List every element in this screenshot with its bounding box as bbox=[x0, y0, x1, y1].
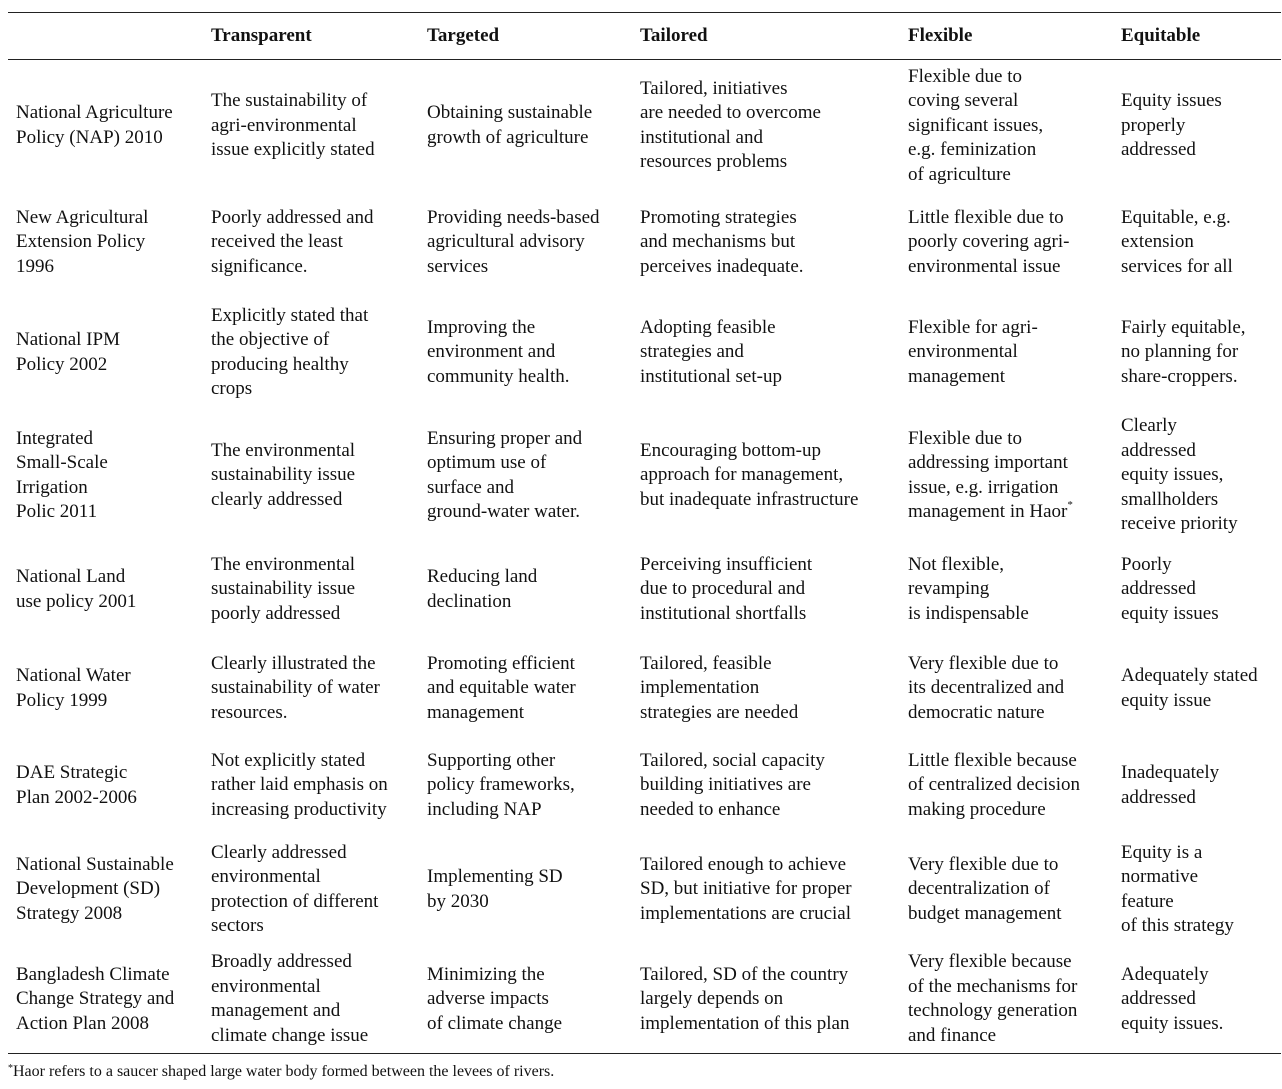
cell-line: the objective of bbox=[211, 329, 330, 350]
cell-line: Flexible due to bbox=[908, 427, 1022, 449]
cell-line: strategies and bbox=[640, 341, 744, 363]
cell-transparent bbox=[205, 60, 423, 192]
cell-line: of agriculture bbox=[908, 163, 1011, 185]
cell-flexible bbox=[902, 294, 1115, 412]
cell-line: sustainability of water bbox=[211, 677, 380, 699]
cell-line: Small-Scale bbox=[16, 452, 108, 473]
cell-line: Not flexible, bbox=[908, 553, 1005, 575]
table-header bbox=[8, 13, 1281, 60]
cell-line: issue, e.g. irrigation bbox=[908, 476, 1059, 498]
cell-line: significance. bbox=[211, 255, 308, 277]
header-row bbox=[8, 13, 1281, 60]
cell-line: Explicitly stated that bbox=[211, 304, 369, 326]
cell-line: Implementing SD bbox=[427, 866, 563, 887]
cell-line: National IPM bbox=[16, 329, 120, 350]
cell-tailored bbox=[636, 192, 902, 294]
cell-line: National Agriculture bbox=[16, 102, 173, 124]
cell-line: implementations are crucial bbox=[640, 902, 852, 924]
cell-line: climate change issue bbox=[211, 1024, 369, 1046]
cell-line: The sustainability of bbox=[211, 90, 368, 111]
cell-tailored bbox=[636, 294, 902, 412]
cell-policy bbox=[8, 640, 205, 738]
cell-line: sustainability issue bbox=[211, 464, 356, 486]
cell-line: addressed bbox=[1121, 786, 1196, 808]
cell-line: Clearly addressed bbox=[211, 841, 347, 863]
cell-line: are needed to overcome bbox=[640, 102, 821, 124]
cell-line: National Sustainable bbox=[16, 853, 174, 875]
footnote-marker: * bbox=[8, 1063, 13, 1074]
cell-flexible bbox=[902, 738, 1115, 834]
cell-line: Adopting feasible bbox=[640, 316, 776, 338]
cell-line: increasing productivity bbox=[211, 798, 387, 820]
cell-tailored bbox=[636, 640, 902, 738]
cell-line: addressed bbox=[1121, 139, 1196, 160]
cell-line: technology generation bbox=[908, 1000, 1078, 1022]
cell-line: Reducing land bbox=[427, 566, 538, 587]
cell-line: coving several bbox=[908, 90, 1019, 111]
cell-flexible bbox=[902, 192, 1115, 294]
cell-line: Integrated bbox=[16, 427, 94, 449]
cell-line: received the least bbox=[211, 231, 343, 253]
cell-line: Providing needs-based bbox=[427, 206, 600, 228]
cell-line: The environmental bbox=[211, 553, 356, 575]
table-body bbox=[8, 60, 1281, 1054]
cell-line: resources problems bbox=[640, 151, 788, 173]
cell-line: SD, but initiative for proper bbox=[640, 878, 852, 900]
cell-line: Action Plan 2008 bbox=[16, 1012, 149, 1034]
cell-targeted bbox=[423, 946, 636, 1054]
cell-line: needed to enhance bbox=[640, 798, 781, 820]
cell-policy bbox=[8, 294, 205, 412]
cell-line: Strategy 2008 bbox=[16, 902, 123, 924]
cell-line: implementation of this plan bbox=[640, 1012, 850, 1034]
table-row bbox=[8, 738, 1281, 834]
cell-line: significant issues, bbox=[908, 114, 1044, 136]
cell-line: largely depends on bbox=[640, 988, 784, 1009]
cell-line: institutional set-up bbox=[640, 365, 782, 387]
cell-line: Very flexible due to bbox=[908, 652, 1059, 674]
cell-line: Ensuring proper and bbox=[427, 427, 583, 449]
cell-targeted bbox=[423, 412, 636, 540]
cell-flexible bbox=[902, 946, 1115, 1054]
cell-line: perceives inadequate. bbox=[640, 255, 804, 277]
cell-line: Tailored, social capacity bbox=[640, 749, 825, 771]
cell-line: by 2030 bbox=[427, 890, 489, 912]
cell-line: sustainability issue bbox=[211, 578, 356, 600]
cell-line: equity issues bbox=[1121, 602, 1219, 624]
cell-equitable bbox=[1115, 294, 1281, 412]
header-flexible: Flexible bbox=[902, 13, 1115, 60]
cell-line: its decentralized and bbox=[908, 677, 1065, 699]
cell-line: Tailored enough to achieve bbox=[640, 853, 847, 875]
cell-line: of centralized decision bbox=[908, 774, 1080, 796]
cell-line: Equity is a bbox=[1121, 841, 1203, 863]
cell-line: Tailored, feasible bbox=[640, 652, 772, 674]
cell-line: normative bbox=[1121, 866, 1199, 887]
cell-line: no planning for bbox=[1121, 341, 1239, 363]
cell-line: management and bbox=[211, 1000, 341, 1022]
cell-policy bbox=[8, 834, 205, 946]
cell-line: institutional and bbox=[640, 126, 763, 148]
cell-equitable bbox=[1115, 834, 1281, 946]
cell-line: e.g. feminization bbox=[908, 139, 1037, 160]
cell-line: environmental bbox=[211, 866, 321, 887]
cell-line: National Land bbox=[16, 566, 126, 587]
cell-line: Tailored, initiatives bbox=[640, 77, 788, 99]
cell-line: Perceiving insufficient bbox=[640, 553, 813, 575]
table-row bbox=[8, 946, 1281, 1054]
cell-flexible bbox=[902, 60, 1115, 192]
cell-transparent bbox=[205, 412, 423, 540]
cell-policy bbox=[8, 540, 205, 640]
cell-line: addressing important bbox=[908, 452, 1068, 473]
cell-targeted bbox=[423, 294, 636, 412]
cell-line: use policy 2001 bbox=[16, 590, 137, 612]
cell-line: clearly addressed bbox=[211, 488, 343, 510]
cell-line: Policy 1999 bbox=[16, 689, 108, 711]
cell-line: due to procedural and bbox=[640, 578, 806, 600]
cell-policy bbox=[8, 60, 205, 192]
cell-line: DAE Strategic bbox=[16, 762, 128, 783]
cell-targeted bbox=[423, 540, 636, 640]
cell-line: declination bbox=[427, 590, 512, 612]
cell-transparent bbox=[205, 946, 423, 1054]
cell-line: extension bbox=[1121, 231, 1194, 253]
table-row bbox=[8, 540, 1281, 640]
cell-equitable bbox=[1115, 412, 1281, 540]
cell-transparent bbox=[205, 540, 423, 640]
cell-line: management in Haor* bbox=[908, 499, 1073, 522]
cell-transparent bbox=[205, 192, 423, 294]
cell-line: revamping bbox=[908, 578, 990, 600]
cell-line: but inadequate infrastructure bbox=[640, 488, 859, 510]
cell-line: properly bbox=[1121, 114, 1186, 136]
cell-line: decentralization of bbox=[908, 878, 1050, 900]
cell-line: Tailored, SD of the country bbox=[640, 963, 849, 985]
cell-line: share-croppers. bbox=[1121, 365, 1238, 387]
cell-flexible bbox=[902, 540, 1115, 640]
cell-transparent bbox=[205, 294, 423, 412]
table-row bbox=[8, 640, 1281, 738]
cell-line: Extension Policy bbox=[16, 231, 146, 253]
cell-line: is indispensable bbox=[908, 602, 1029, 624]
cell-line: issue explicitly stated bbox=[211, 139, 375, 160]
cell-line: Improving the bbox=[427, 316, 536, 338]
cell-line: rather laid emphasis on bbox=[211, 774, 388, 796]
cell-line: management bbox=[908, 365, 1006, 387]
cell-line: Very flexible due to bbox=[908, 853, 1059, 875]
cell-line: agri-environmental bbox=[211, 114, 357, 136]
cell-line: Promoting efficient bbox=[427, 652, 575, 674]
cell-line: poorly addressed bbox=[211, 602, 341, 624]
cell-line: making procedure bbox=[908, 798, 1046, 820]
footnote-text: Haor refers to a saucer shaped large water body formed between the levees of rivers. bbox=[13, 1063, 555, 1080]
cell-line: environmental issue bbox=[908, 255, 1061, 277]
cell-line: Clearly bbox=[1121, 415, 1177, 437]
cell-line: democratic nature bbox=[908, 701, 1045, 723]
cell-line: and finance bbox=[908, 1024, 997, 1046]
cell-line: Development (SD) bbox=[16, 878, 161, 900]
cell-line: receive priority bbox=[1121, 513, 1238, 535]
cell-line: management bbox=[427, 701, 525, 723]
cell-line: adverse impacts bbox=[427, 988, 549, 1009]
cell-line: Obtaining sustainable bbox=[427, 102, 593, 124]
cell-line: environmental bbox=[211, 975, 321, 997]
cell-line: surface and bbox=[427, 476, 515, 498]
cell-line: community health. bbox=[427, 365, 570, 387]
cell-line: of the mechanisms for bbox=[908, 975, 1078, 997]
cell-transparent bbox=[205, 738, 423, 834]
cell-line: Polic 2011 bbox=[16, 501, 98, 522]
cell-flexible bbox=[902, 834, 1115, 946]
cell-line: feature bbox=[1121, 890, 1174, 912]
cell-tailored bbox=[636, 738, 902, 834]
cell-tailored bbox=[636, 540, 902, 640]
cell-transparent bbox=[205, 834, 423, 946]
cell-line: ground-water water. bbox=[427, 501, 580, 522]
cell-line: services bbox=[427, 255, 489, 277]
header-targeted: Targeted bbox=[423, 13, 636, 60]
cell-policy bbox=[8, 192, 205, 294]
cell-line: Irrigation bbox=[16, 476, 88, 498]
cell-line: New Agricultural bbox=[16, 206, 149, 228]
cell-policy bbox=[8, 412, 205, 540]
cell-tailored bbox=[636, 946, 902, 1054]
cell-line: services for all bbox=[1121, 255, 1233, 277]
cell-line: Change Strategy and bbox=[16, 988, 175, 1009]
cell-equitable bbox=[1115, 738, 1281, 834]
cell-line: crops bbox=[211, 378, 253, 399]
cell-line: equity issues, bbox=[1121, 464, 1224, 486]
cell-line: growth of agriculture bbox=[427, 126, 589, 148]
cell-flexible bbox=[902, 412, 1115, 540]
table-row bbox=[8, 294, 1281, 412]
cell-line: and mechanisms but bbox=[640, 231, 796, 253]
cell-tailored bbox=[636, 834, 902, 946]
cell-line: Very flexible because bbox=[908, 951, 1072, 973]
cell-line: protection of different bbox=[211, 890, 379, 912]
cell-line: environment and bbox=[427, 341, 556, 363]
cell-line: optimum use of bbox=[427, 452, 547, 473]
cell-line: addressed bbox=[1121, 988, 1196, 1009]
footnote-marker: * bbox=[1067, 499, 1073, 511]
cell-line: Clearly illustrated the bbox=[211, 652, 376, 674]
cell-line: resources. bbox=[211, 701, 288, 723]
cell-line: Fairly equitable, bbox=[1121, 316, 1246, 338]
cell-flexible bbox=[902, 640, 1115, 738]
cell-line: implementation bbox=[640, 677, 760, 699]
cell-line: building initiatives are bbox=[640, 774, 811, 796]
cell-tailored bbox=[636, 412, 902, 540]
cell-line: of this strategy bbox=[1121, 915, 1234, 936]
cell-line: Policy (NAP) 2010 bbox=[16, 126, 163, 148]
cell-tailored bbox=[636, 60, 902, 192]
cell-line: 1996 bbox=[16, 255, 54, 277]
cell-policy bbox=[8, 738, 205, 834]
cell-transparent bbox=[205, 640, 423, 738]
cell-line: institutional shortfalls bbox=[640, 602, 807, 624]
cell-line: Not explicitly stated bbox=[211, 749, 366, 771]
cell-line: Plan 2002-2006 bbox=[16, 786, 137, 808]
cell-line: sectors bbox=[211, 915, 264, 936]
cell-line: Promoting strategies bbox=[640, 206, 797, 228]
header-equitable: Equitable bbox=[1115, 13, 1281, 60]
cell-line: policy frameworks, bbox=[427, 774, 575, 796]
cell-line: equity issues. bbox=[1121, 1012, 1224, 1034]
cell-line: Minimizing the bbox=[427, 963, 545, 985]
cell-line: and equitable water bbox=[427, 677, 576, 699]
footnote bbox=[8, 1063, 554, 1081]
cell-line: Adequately stated bbox=[1121, 665, 1258, 686]
cell-line: addressed bbox=[1121, 578, 1196, 600]
cell-line: Broadly addressed bbox=[211, 951, 352, 973]
cell-line: including NAP bbox=[427, 798, 542, 820]
cell-line: Policy 2002 bbox=[16, 353, 108, 375]
cell-line: Supporting other bbox=[427, 749, 556, 771]
cell-line: Equity issues bbox=[1121, 90, 1222, 111]
cell-equitable bbox=[1115, 192, 1281, 294]
cell-line: producing healthy bbox=[211, 353, 349, 375]
cell-line: environmental bbox=[908, 341, 1018, 363]
cell-equitable bbox=[1115, 946, 1281, 1054]
cell-targeted bbox=[423, 834, 636, 946]
cell-line: Little flexible because bbox=[908, 749, 1077, 771]
cell-line: agricultural advisory bbox=[427, 231, 585, 253]
cell-line: Flexible due to bbox=[908, 65, 1022, 87]
cell-line: Equitable, e.g. bbox=[1121, 206, 1231, 228]
cell-targeted bbox=[423, 640, 636, 738]
cell-line: of climate change bbox=[427, 1012, 563, 1034]
header-tailored: Tailored bbox=[636, 13, 902, 60]
cell-line: addressed bbox=[1121, 439, 1196, 461]
cell-line: strategies are needed bbox=[640, 701, 799, 723]
policy-evaluation-table bbox=[8, 12, 1281, 1054]
cell-targeted bbox=[423, 738, 636, 834]
header-transparent: Transparent bbox=[205, 13, 423, 60]
table-row bbox=[8, 834, 1281, 946]
cell-line: Encouraging bottom-up bbox=[640, 439, 821, 461]
cell-line: National Water bbox=[16, 665, 131, 686]
cell-line: poorly covering agri- bbox=[908, 231, 1070, 253]
cell-line: Adequately bbox=[1121, 963, 1209, 985]
cell-line: approach for management, bbox=[640, 464, 844, 486]
cell-line: smallholders bbox=[1121, 488, 1219, 510]
cell-targeted bbox=[423, 192, 636, 294]
cell-targeted bbox=[423, 60, 636, 192]
table-row bbox=[8, 412, 1281, 540]
cell-line: Little flexible due to bbox=[908, 206, 1064, 228]
table-row bbox=[8, 60, 1281, 192]
cell-line: Poorly bbox=[1121, 553, 1172, 575]
cell-policy bbox=[8, 946, 205, 1054]
cell-line: Bangladesh Climate bbox=[16, 963, 170, 985]
cell-line: equity issue bbox=[1121, 689, 1212, 711]
header-policy bbox=[8, 13, 205, 60]
cell-line: Poorly addressed and bbox=[211, 206, 374, 228]
cell-line: Flexible for agri- bbox=[908, 316, 1038, 338]
cell-line: budget management bbox=[908, 902, 1062, 924]
cell-line: Inadequately bbox=[1121, 762, 1220, 783]
cell-equitable bbox=[1115, 540, 1281, 640]
cell-line: The environmental bbox=[211, 439, 356, 461]
cell-equitable bbox=[1115, 60, 1281, 192]
table-row bbox=[8, 192, 1281, 294]
cell-equitable bbox=[1115, 640, 1281, 738]
